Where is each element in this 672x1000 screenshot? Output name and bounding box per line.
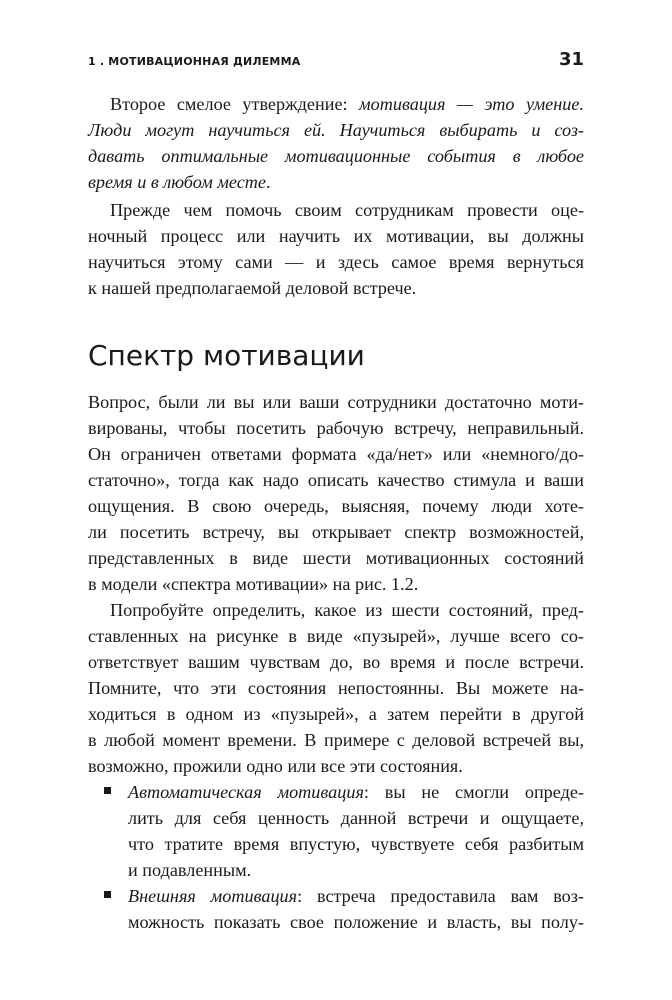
text-line: в любой момент времени. В примере с деловой встречей вы, (88, 730, 584, 750)
text-line: Вопрос, были ли вы или ваши сотрудники достаточно моти- (88, 392, 584, 412)
section-paragraph-2 (88, 597, 584, 779)
text-line: Люди могут научиться ей. Научиться выбирать и соз- (88, 120, 584, 140)
text-line: ставленных на рисунке в виде «пузырей», лучше всего со- (88, 626, 584, 646)
text-line: научиться этому сами — и здесь самое время вернуться (88, 252, 584, 272)
text-line: Помните, что эти состояния непостоянны. Вы можете на- (88, 678, 584, 698)
text-line: ходиться в одном из «пузырей», а затем перейти в другой (88, 704, 584, 724)
section-paragraph-1 (88, 389, 584, 597)
text-line: статочно», тогда как надо описать качество стимула и ваши (88, 470, 584, 490)
text-line: вированы, чтобы посетить рабочую встречу, неправильный. (88, 418, 584, 438)
text-line: Прежде чем помочь своим сотрудникам провести оце- (110, 200, 584, 220)
text-line: и подавленным. (128, 860, 252, 880)
text-line: лить для себя ценность данной встречи и ощущаете, (128, 808, 584, 828)
text-line: время и в любом месте. (88, 172, 271, 192)
intro-paragraph-2 (88, 197, 584, 301)
text-line: ли посетить встречу, вы открывает спектр возможностей, (88, 522, 584, 542)
page-number: 31 (558, 49, 584, 70)
text-line: Он ограничен ответами формата «да/нет» или «немного/до- (88, 444, 584, 464)
text-line: Попробуйте определить, какое из шести состояний, пред- (110, 600, 584, 620)
text-line: что тратите время впустую, чувствуете себя разбитым (128, 834, 584, 854)
section-heading: Спектр мотивации (88, 339, 365, 372)
text-line: ощущения. В свою очередь, выясняя, почему люди хоте- (88, 496, 584, 516)
running-header (88, 49, 584, 72)
intro-paragraph-1 (88, 91, 584, 195)
text-line: Второе смелое утверждение: мотивация — это умение. (110, 94, 584, 114)
text-line: в модели «спектра мотивации» на рис. 1.2. (88, 574, 419, 594)
list-item (88, 779, 584, 883)
text-line: можность показать свое положение и власть, вы полу- (128, 912, 584, 932)
square-bullet-icon (104, 787, 111, 794)
chapter-title: 1 . МОТИВАЦИОННАЯ ДИЛЕММА (88, 55, 301, 68)
text-line: ночный процесс или научить их мотивации, вы должны (88, 226, 584, 246)
text-line: давать оптимальные мотивационные события в любое (88, 146, 584, 166)
text-line: представленных в виде шести мотивационных состояний (88, 548, 584, 568)
text-line: ответствует вашим чувствам до, во время и после встречи. (88, 652, 584, 672)
bullet-list (88, 779, 584, 935)
text-line: Внешняя мотивация: встреча предоставила вам воз- (128, 886, 584, 906)
text-line: к нашей предполагаемой деловой встрече. (88, 278, 417, 298)
text-line: Автоматическая мотивация: вы не смогли опреде- (128, 782, 584, 802)
square-bullet-icon (104, 891, 111, 898)
text-line: возможно, прожили одно или все эти состояния. (88, 756, 463, 776)
list-item (88, 883, 584, 935)
